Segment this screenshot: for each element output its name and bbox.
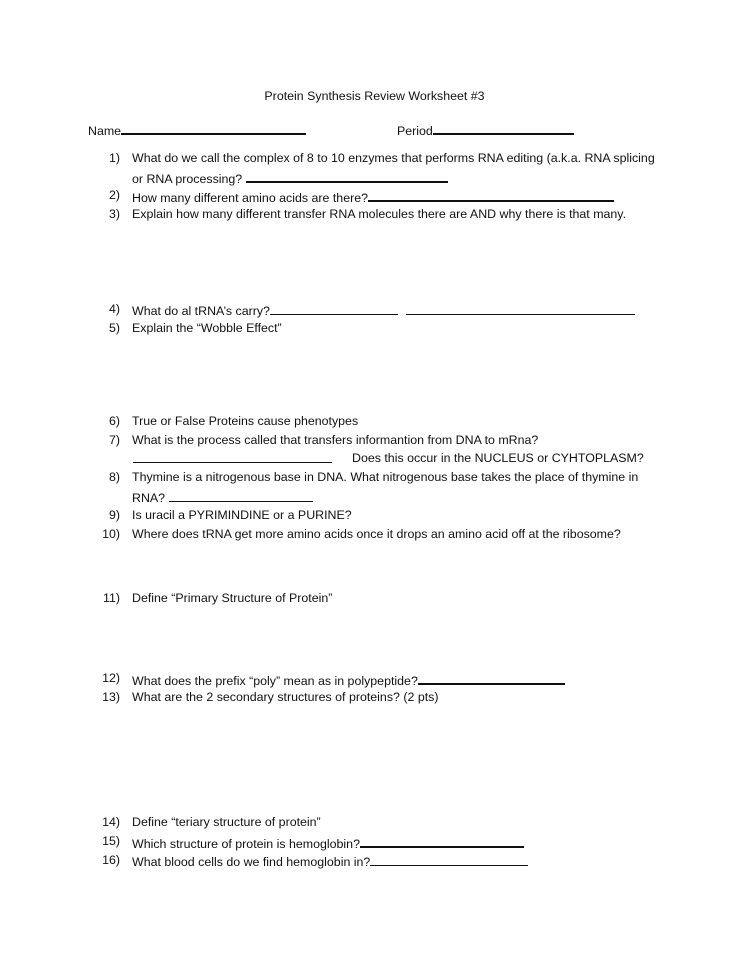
question-number: 3)	[108, 207, 120, 221]
question-text: What do we call the complex of 8 to 10 enzymes that performs RNA editing (a.k.a. RNA splicing	[132, 151, 655, 165]
question-number: 5)	[108, 321, 120, 335]
question-number: 2)	[108, 188, 120, 202]
answer-blank[interactable]	[360, 834, 524, 848]
question-text-continued: RNA?	[132, 489, 313, 506]
question-text-continued: or RNA processing?	[132, 169, 448, 187]
question-text: Define “teriary structure of protein”	[132, 815, 321, 829]
question-number: 8)	[108, 470, 120, 484]
question-number: 6)	[108, 414, 120, 428]
worksheet-title: Protein Synthesis Review Worksheet #3	[264, 89, 485, 103]
question-number: 14)	[102, 815, 120, 829]
question-text: Is uracil a PYRIMINDINE or a PURINE?	[132, 508, 352, 522]
question-text: True or False Proteins cause phenotypes	[132, 414, 359, 428]
question-text: Which structure of protein is hemoglobin?	[132, 834, 524, 852]
question-text-continued: Does this occur in the NUCLEUS or CYHTOPLASM?	[352, 451, 644, 465]
question-number: 7)	[108, 433, 120, 447]
question-text: What do al tRNA’s carry?	[132, 302, 635, 319]
question-text: How many different amino acids are there?	[132, 188, 614, 206]
period-label: Period	[397, 124, 433, 138]
period-row	[397, 121, 574, 139]
answer-blank[interactable]	[133, 462, 332, 463]
question-text: Thymine is a nitrogenous base in DNA. What nitrogenous base takes the place of thymine in	[132, 470, 639, 484]
question-number: 11)	[103, 591, 120, 605]
question-text: What blood cells do we find hemoglobin in?	[132, 853, 528, 870]
name-row	[88, 121, 306, 139]
question-number: 4)	[108, 302, 120, 316]
question-number: 13)	[102, 690, 120, 704]
question-number: 10)	[102, 527, 120, 541]
question-text: Explain how many different transfer RNA molecules there are AND why there is that many.	[132, 207, 627, 221]
question-text: Where does tRNA get more amino acids once it drops an amino acid off at the ribosome?	[132, 527, 621, 541]
answer-blank[interactable]	[169, 489, 313, 502]
question-number: 1)	[108, 151, 120, 165]
question-number: 12)	[102, 671, 120, 685]
question-number: 16)	[102, 853, 120, 867]
question-text: Define “Primary Structure of Protein”	[132, 591, 333, 605]
answer-blank[interactable]	[370, 853, 528, 866]
question-text: Explain the “Wobble Effect”	[132, 321, 282, 335]
question-text: What does the prefix “poly” mean as in polypeptide?	[132, 671, 565, 689]
period-blank[interactable]	[433, 121, 574, 135]
name-blank[interactable]	[121, 121, 306, 135]
answer-blank-2[interactable]	[406, 302, 635, 315]
question-number: 9)	[108, 508, 120, 522]
question-text: What is the process called that transfers informantion from DNA to mRna?	[132, 433, 539, 447]
name-label: Name	[88, 124, 122, 138]
question-text: What are the 2 secondary structures of proteins? (2 pts)	[132, 690, 439, 704]
question-number: 15)	[102, 834, 120, 848]
answer-blank[interactable]	[418, 671, 565, 685]
answer-blank[interactable]	[270, 302, 398, 315]
answer-blank[interactable]	[368, 188, 614, 202]
answer-blank[interactable]	[246, 169, 448, 183]
